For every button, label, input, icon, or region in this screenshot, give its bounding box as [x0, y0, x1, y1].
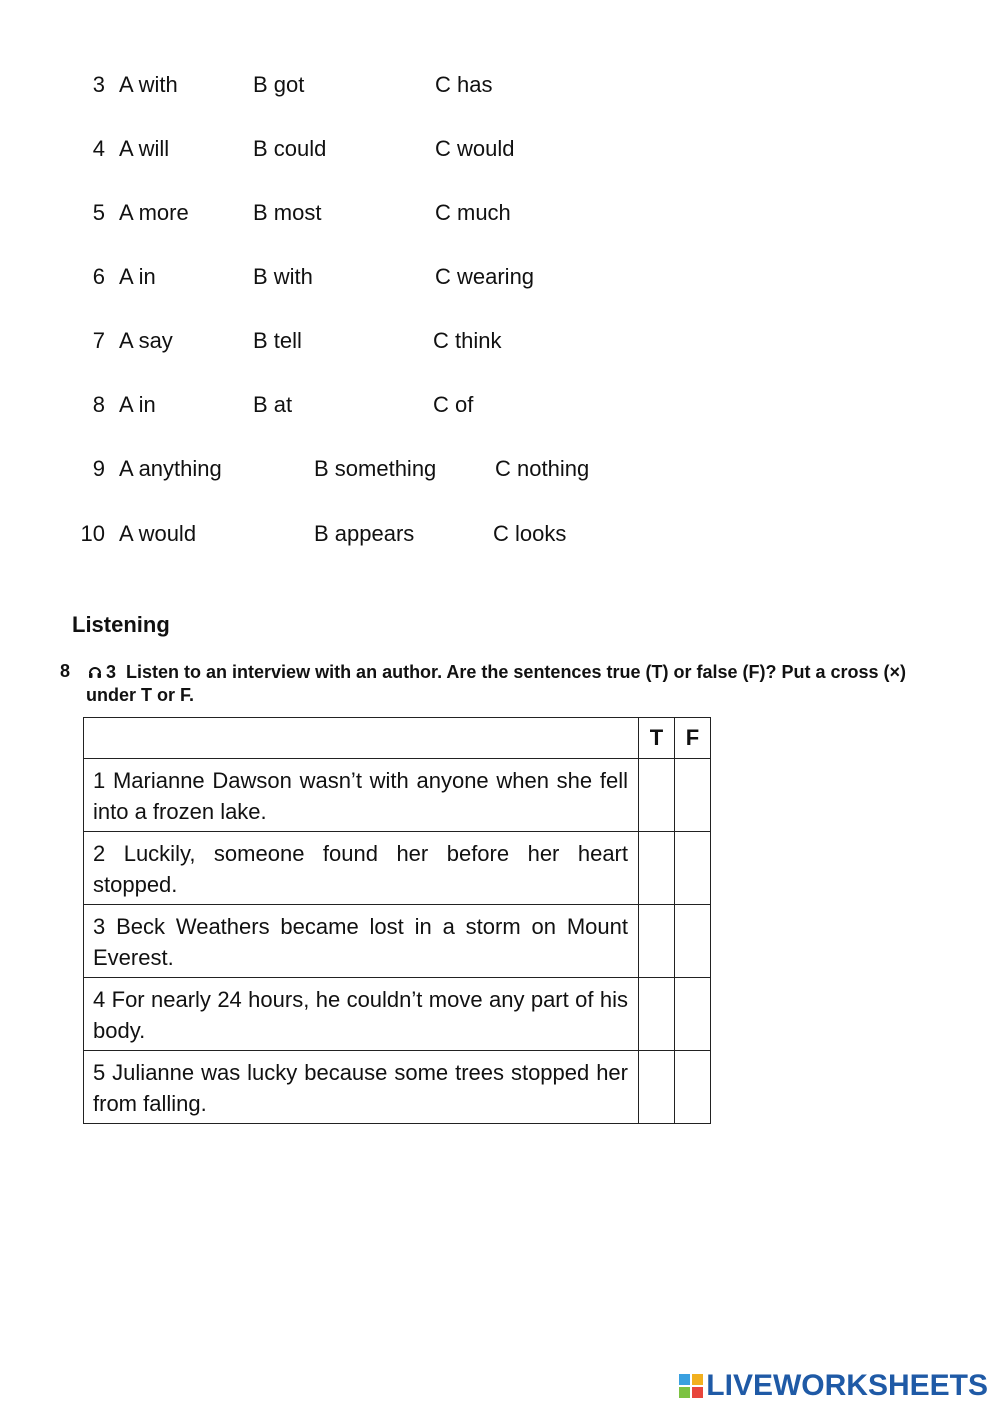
option-a[interactable]: A would: [119, 521, 197, 546]
option-c[interactable]: C looks: [493, 521, 567, 546]
header-true: T: [639, 718, 675, 759]
option-a[interactable]: A in: [119, 392, 156, 417]
true-answer-cell[interactable]: [639, 759, 675, 832]
question-row-4: [65, 134, 665, 164]
headphones-icon[interactable]: [88, 665, 102, 679]
false-answer-cell[interactable]: [675, 905, 711, 978]
false-answer-cell[interactable]: [675, 978, 711, 1051]
statement-1: 1 Marianne Dawson wasn’t with anyone when she fell into a frozen lake.: [84, 759, 639, 832]
header-false: F: [675, 718, 711, 759]
question-row-6: [65, 262, 665, 292]
instruction-text: Listen to an interview with an author. Are the sentences true (T) or false (F)? Put a cross (×) under T or F.: [86, 662, 907, 705]
exercise-instruction: [86, 661, 926, 707]
logo-text: LIVEWORKSHEETS: [706, 1369, 988, 1402]
option-a[interactable]: A will: [119, 136, 170, 161]
option-c[interactable]: C nothing: [495, 456, 590, 481]
option-b[interactable]: B something: [314, 456, 437, 481]
header-blank-cell: [84, 718, 639, 759]
liveworksheets-logo: [679, 1368, 988, 1404]
option-b[interactable]: B with: [253, 264, 313, 289]
option-c[interactable]: C has: [435, 72, 493, 97]
false-answer-cell[interactable]: [675, 832, 711, 905]
liveworksheets-logo-icon: [679, 1374, 703, 1398]
question-number: 7: [92, 328, 105, 353]
option-b[interactable]: B at: [253, 392, 293, 417]
question-number: 8: [92, 392, 105, 417]
question-row-5: [65, 198, 665, 228]
option-a[interactable]: A say: [119, 328, 173, 353]
option-b[interactable]: B could: [253, 136, 327, 161]
question-number: 6: [92, 264, 105, 289]
true-answer-cell[interactable]: [639, 832, 675, 905]
table-row: [84, 832, 711, 905]
true-answer-cell[interactable]: [639, 1051, 675, 1124]
statement-4: 4 For nearly 24 hours, he couldn’t move any part of his body.: [84, 978, 639, 1051]
option-a[interactable]: A more: [119, 200, 189, 225]
exercise-number: 8: [60, 661, 71, 681]
option-c[interactable]: C of: [433, 392, 474, 417]
true-false-table: [83, 717, 711, 1124]
question-number: 5: [92, 200, 105, 225]
table-header-row: [84, 718, 711, 759]
table-row: [84, 905, 711, 978]
statement-2: 2 Luckily, someone found her before her heart stopped.: [84, 832, 639, 905]
option-c[interactable]: C think: [433, 328, 502, 353]
false-answer-cell[interactable]: [675, 1051, 711, 1124]
question-row-10: [65, 519, 665, 549]
option-b[interactable]: B most: [253, 200, 322, 225]
true-answer-cell[interactable]: [639, 978, 675, 1051]
option-c[interactable]: C would: [435, 136, 515, 161]
option-b[interactable]: B got: [253, 72, 305, 97]
question-row-7: [65, 326, 665, 356]
table-row: [84, 759, 711, 832]
question-number: 10: [80, 521, 105, 546]
true-answer-cell[interactable]: [639, 905, 675, 978]
option-a[interactable]: A anything: [119, 456, 222, 481]
option-b[interactable]: B tell: [253, 328, 302, 353]
question-number: 3: [92, 72, 105, 97]
track-number: 3: [106, 662, 117, 682]
question-row-8: [65, 390, 665, 420]
option-b[interactable]: B appears: [314, 521, 415, 546]
question-row-3: [65, 70, 665, 100]
section-heading-listening: Listening: [72, 612, 170, 637]
table-row: [84, 978, 711, 1051]
question-row-9: [65, 454, 665, 484]
statement-3: 3 Beck Weathers became lost in a storm on Mount Everest.: [84, 905, 639, 978]
question-number: 4: [92, 136, 105, 161]
table-row: [84, 1051, 711, 1124]
question-number: 9: [92, 456, 105, 481]
option-c[interactable]: C much: [435, 200, 511, 225]
option-a[interactable]: A in: [119, 264, 156, 289]
statement-5: 5 Julianne was lucky because some trees stopped her from falling.: [84, 1051, 639, 1124]
false-answer-cell[interactable]: [675, 759, 711, 832]
option-a[interactable]: A with: [119, 72, 178, 97]
option-c[interactable]: C wearing: [435, 264, 535, 289]
